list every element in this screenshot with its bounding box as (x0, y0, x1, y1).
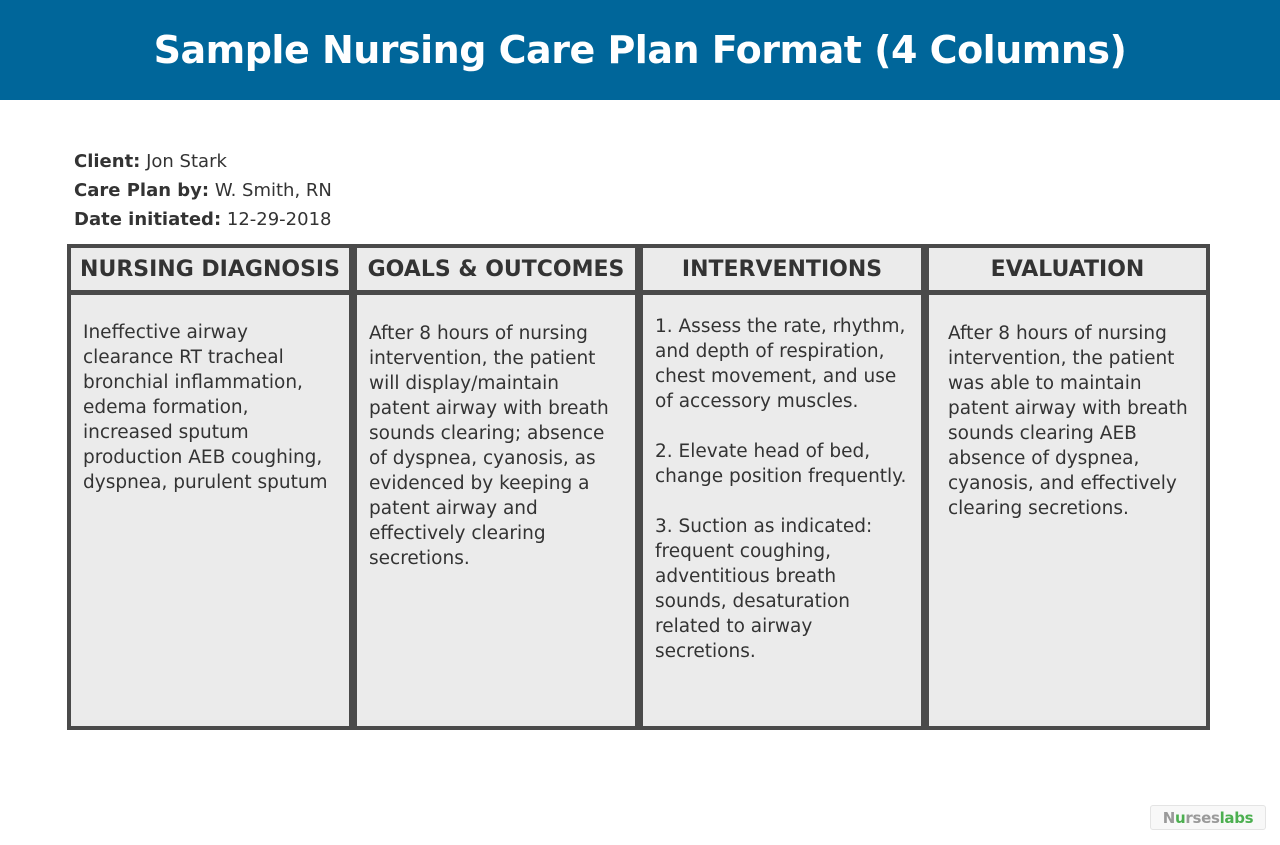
column-header-goals-outcomes: GOALS & OUTCOMES (357, 248, 635, 290)
page-title: Sample Nursing Care Plan Format (4 Columns) (153, 28, 1127, 72)
diagnosis-text: Ineffective airway clearance RT tracheal bronchial inflammation, edema formation, increased sputum production AEB coughing, dyspnea, purulent sputum (83, 322, 328, 493)
intervention-item-2: 2. Elevate head of bed, change position frequently. (655, 441, 907, 487)
intervention-item-3: 3. Suction as indicated: frequent coughing, adventitious breath sounds, desaturation related to airway secretions. (655, 516, 873, 662)
column-interventions (639, 244, 925, 730)
column-nursing-diagnosis (67, 244, 353, 730)
goals-text: After 8 hours of nursing intervention, the patient will display/maintain patent airway with breath sounds clearing; absence of dyspnea, cyanosis, as evidenced by keeping a patent airway and effectively clearing secretions. (369, 323, 609, 569)
column-body-nursing-diagnosis (71, 295, 349, 726)
client-label: Client: (74, 151, 141, 172)
date-initiated-value: 12-29-2018 (226, 209, 332, 230)
logo-text-rses: rses (1185, 808, 1220, 827)
date-initiated-row (74, 205, 332, 234)
care-plan-by-label: Care Plan by: (74, 180, 210, 201)
logo-text-u: u (1174, 808, 1186, 827)
client-value: Jon Stark (146, 151, 227, 172)
care-plan-by-row (74, 176, 332, 205)
column-header-evaluation: EVALUATION (929, 248, 1206, 290)
column-evaluation (925, 244, 1210, 730)
client-row (74, 147, 332, 176)
care-plan-by-value: W. Smith, RN (214, 180, 332, 201)
column-header-interventions: INTERVENTIONS (643, 248, 921, 290)
column-body-evaluation (929, 295, 1206, 726)
intervention-item-1: 1. Assess the rate, rhythm, and depth of respiration, chest movement, and use of accessory muscles. (655, 316, 906, 412)
column-header-nursing-diagnosis: NURSING DIAGNOSIS (71, 248, 349, 290)
column-body-interventions (643, 295, 921, 726)
logo-text-n: N (1162, 808, 1175, 827)
date-initiated-label: Date initiated: (74, 209, 222, 230)
nurseslabs-logo (1150, 805, 1266, 830)
column-body-goals-outcomes (357, 295, 635, 726)
column-goals-outcomes (353, 244, 639, 730)
care-plan-info (74, 147, 332, 234)
title-banner (0, 0, 1280, 100)
evaluation-text: After 8 hours of nursing intervention, the patient was able to maintain patent airway with breath sounds clearing AEB absence of dyspnea, cyanosis, and effectively clearing secretions. (948, 323, 1188, 519)
logo-text-labs: labs (1219, 808, 1254, 827)
